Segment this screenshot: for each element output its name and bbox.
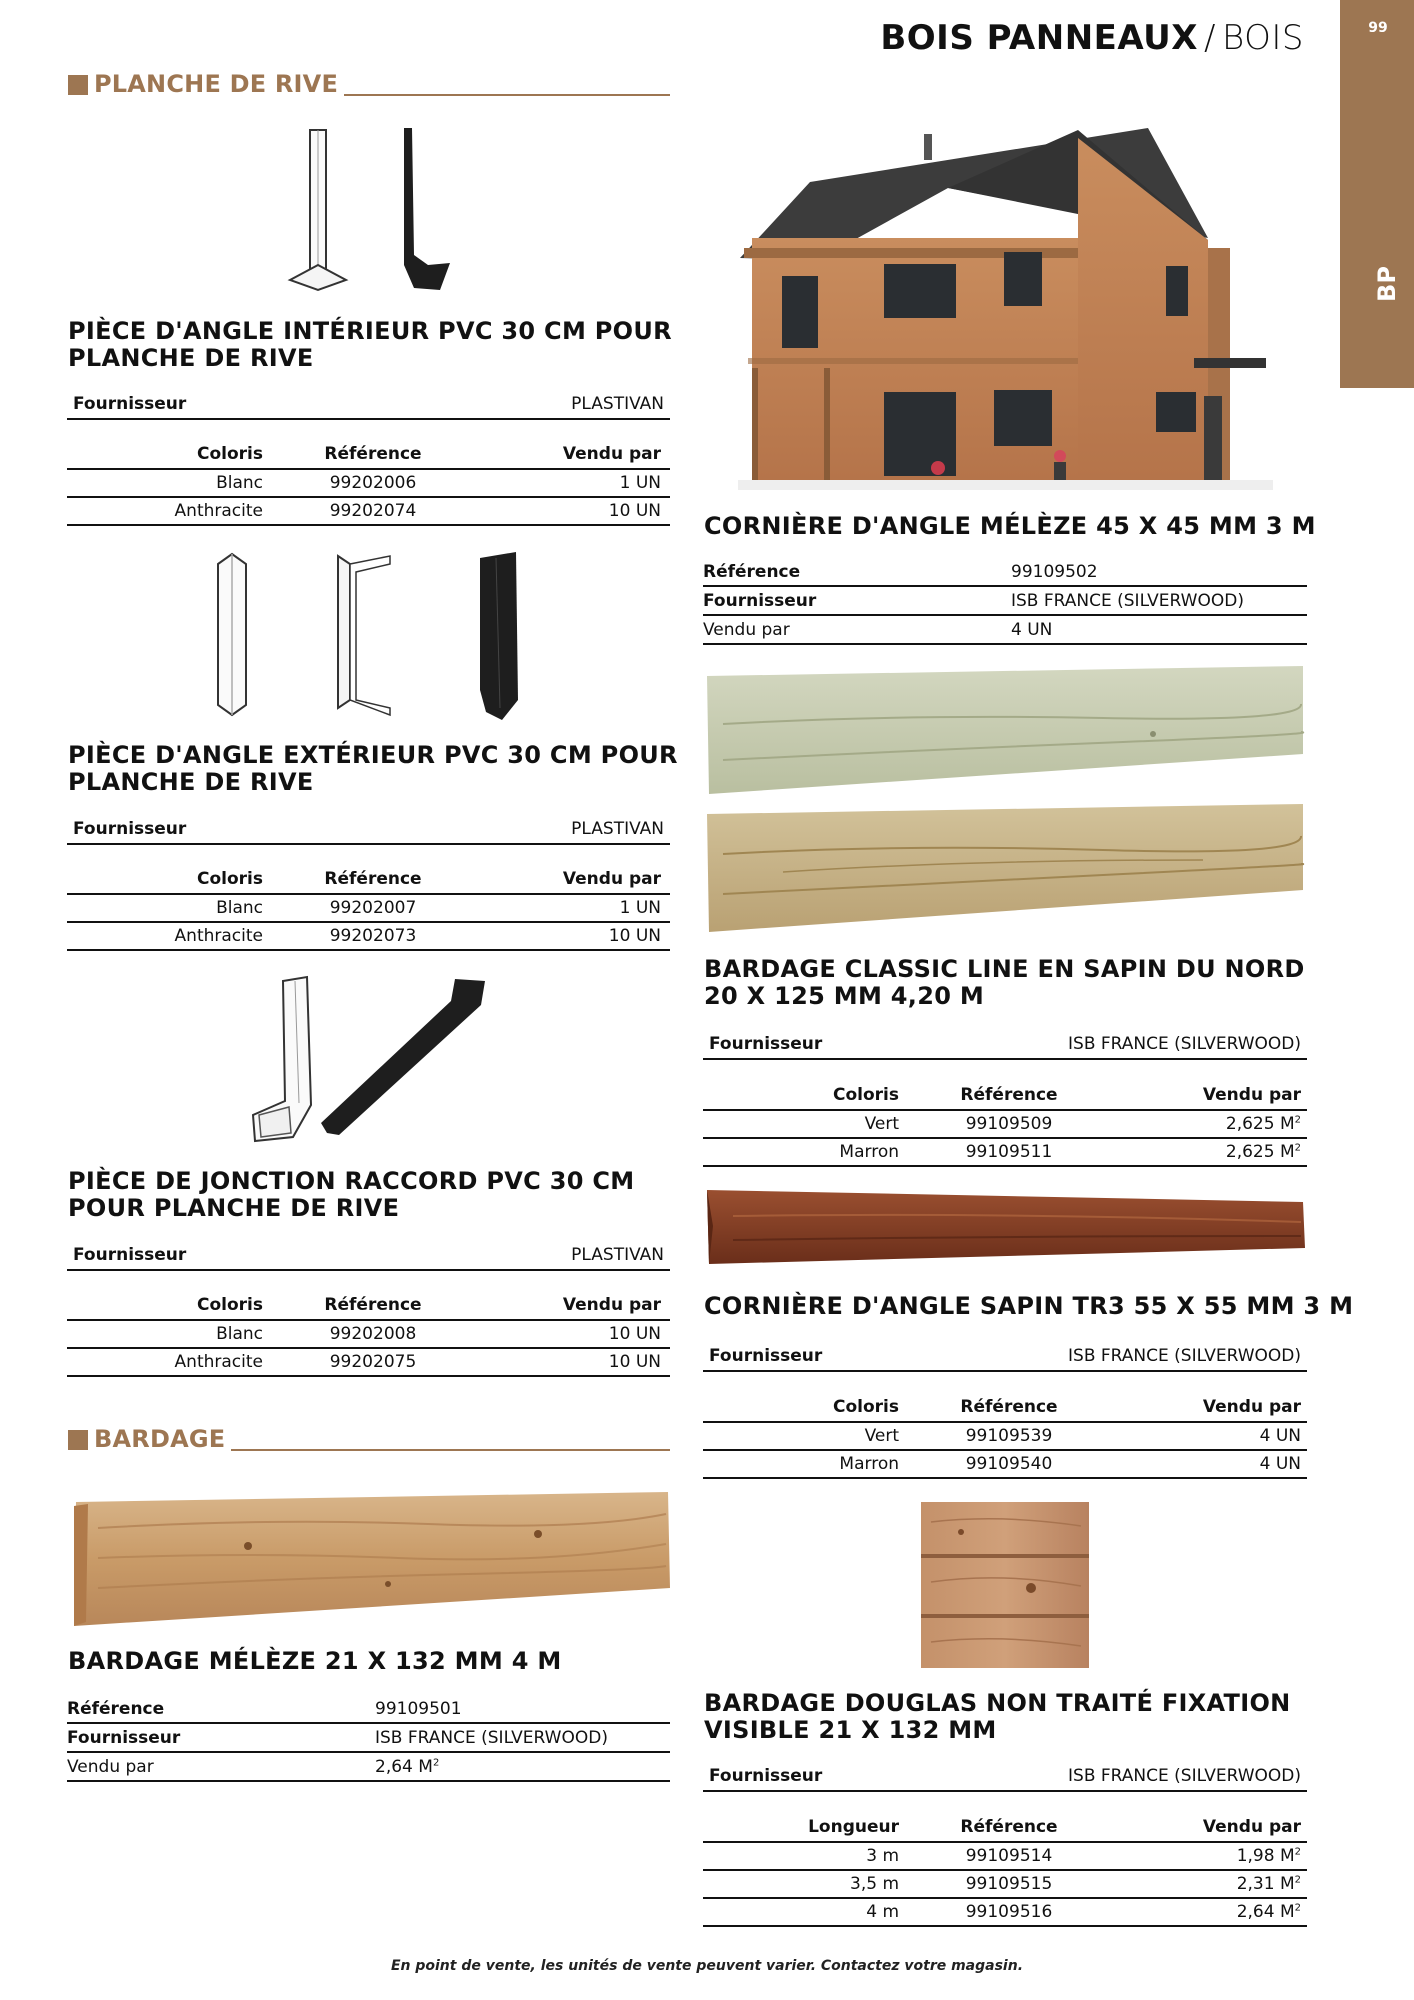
col-vendu-par: Vendu par: [1202, 1817, 1301, 1837]
info-row-reference: [67, 1695, 670, 1724]
table-row: [67, 498, 670, 526]
cell-reference: 99109516: [965, 1902, 1053, 1922]
douglas-panel-icon: [921, 1502, 1089, 1668]
table-p1: [67, 440, 670, 526]
col-coloris: Coloris: [197, 1295, 263, 1315]
supplier-label: Fournisseur: [709, 1765, 823, 1786]
green-board-icon: [707, 666, 1303, 794]
cell-vendu: 10 UN: [608, 926, 661, 946]
supplier-label: Fournisseur: [709, 1345, 823, 1366]
product-image-douglas-panel: [921, 1502, 1089, 1668]
table-header: [67, 865, 670, 895]
black-junction-piece-icon: [321, 979, 485, 1135]
cell-coloris: Vert: [864, 1426, 899, 1446]
cell-coloris: Vert: [864, 1114, 899, 1134]
title-separator: /: [1203, 18, 1216, 58]
product-title-p2: [68, 742, 678, 796]
supplier-row-p1: [67, 389, 670, 420]
cell-coloris: Blanc: [216, 898, 263, 918]
supplier-value: PLASTIVAN: [571, 1244, 664, 1265]
supplier-label: Fournisseur: [709, 1033, 823, 1054]
cell-vendu-value: 2,31 M: [1236, 1874, 1295, 1894]
page-subcategory: BOIS: [1221, 18, 1304, 58]
cell-coloris: Marron: [839, 1142, 899, 1162]
table-row: [703, 1843, 1307, 1871]
col-reference: Référence: [960, 1085, 1058, 1105]
table-p2: [67, 865, 670, 951]
product-title-line: POUR PLANCHE DE RIVE: [68, 1194, 400, 1222]
product-title-line: BARDAGE DOUGLAS NON TRAITÉ FIXATION: [704, 1689, 1291, 1717]
cell-vendu-value: 2,625 M: [1225, 1114, 1295, 1134]
supplier-row-p2: [67, 814, 670, 845]
product-title-line: PLANCHE DE RIVE: [68, 344, 314, 372]
table-row: [703, 1139, 1307, 1167]
supplier-label: Fournisseur: [73, 818, 187, 839]
col-reference: Référence: [960, 1817, 1058, 1837]
brown-board-icon: [707, 804, 1303, 932]
product-image-angle-beam: [703, 1186, 1307, 1266]
page-title: [880, 18, 1304, 58]
superscript: 2: [1294, 1846, 1301, 1858]
white-corner-piece-icon: [290, 130, 346, 290]
cell-vendu: [1119, 1874, 1307, 1894]
superscript: 2: [432, 1756, 440, 1768]
product-title-p4: BARDAGE MÉLÈZE 21 X 132 MM 4 M: [68, 1647, 562, 1675]
larch-board-icon: [74, 1492, 670, 1626]
col-coloris: Coloris: [197, 444, 263, 464]
info-label: Fournisseur: [67, 1727, 181, 1748]
cell-vendu-value: 2,625 M: [1225, 1142, 1295, 1162]
product-title-p1: [68, 318, 672, 372]
info-row-supplier: [703, 587, 1307, 616]
info-label: Fournisseur: [703, 590, 817, 611]
info-value: ISB FRANCE (SILVERWOOD): [1011, 590, 1244, 611]
product-title-line: VISIBLE 21 X 132 MM: [704, 1716, 997, 1744]
section-rule: [231, 1449, 670, 1451]
cell-vendu: 4 UN: [1259, 1426, 1301, 1446]
table-p7: [703, 1393, 1307, 1479]
col-coloris: Coloris: [833, 1397, 899, 1417]
cell-reference: 99109511: [965, 1142, 1053, 1162]
supplier-row-p6: [703, 1029, 1307, 1060]
product-title-p3: [68, 1168, 634, 1222]
info-value: 99109502: [1011, 561, 1098, 582]
cell-vendu-value: 2,64 M: [1236, 1902, 1295, 1922]
cell-coloris: Blanc: [216, 1324, 263, 1344]
cell-reference: 99202073: [329, 926, 417, 946]
info-value: [375, 1757, 669, 1777]
angle-beam-icon: [707, 1190, 1305, 1264]
product-image-interior-corner: [280, 125, 460, 295]
black-angle-piece-icon: [480, 552, 518, 720]
section-title: PLANCHE DE RIVE: [94, 70, 339, 98]
table-header: [703, 1813, 1307, 1843]
cell-reference: 99202007: [329, 898, 417, 918]
table-header: [703, 1081, 1307, 1111]
cell-reference: 99109515: [965, 1874, 1053, 1894]
footer-note: En point de vente, les unités de vente peuvent varier. Contactez votre magasin.: [390, 1958, 1024, 1974]
product-title-line: 20 X 125 MM 4,20 M: [704, 982, 985, 1010]
table-row: [703, 1899, 1307, 1927]
side-tab-label: BP: [1373, 266, 1401, 302]
supplier-row-p7: [703, 1341, 1307, 1372]
col-reference: Référence: [960, 1397, 1058, 1417]
cell-longueur: 3,5 m: [850, 1874, 899, 1894]
col-reference: Référence: [324, 869, 422, 889]
table-p8: [703, 1813, 1307, 1927]
info-row-reference: [703, 558, 1307, 587]
side-tab: [1340, 0, 1414, 388]
product-image-junction: [245, 975, 495, 1145]
col-vendu-par: Vendu par: [1202, 1397, 1301, 1417]
section-square-icon: [68, 1430, 88, 1450]
info-label: Référence: [67, 1698, 165, 1719]
white-angle-piece-icon: [218, 554, 246, 715]
col-coloris: Coloris: [197, 869, 263, 889]
cell-longueur: 4 m: [866, 1902, 899, 1922]
cell-coloris: Blanc: [216, 473, 263, 493]
cell-coloris: Anthracite: [174, 926, 263, 946]
product-image-exterior-corner: [210, 550, 530, 720]
table-row: [703, 1451, 1307, 1479]
info-value-number: 2,64: [375, 1756, 413, 1777]
product-title-p7: CORNIÈRE D'ANGLE SAPIN TR3 55 X 55 MM 3 M: [704, 1292, 1354, 1320]
supplier-value: PLASTIVAN: [571, 818, 664, 839]
table-p3: [67, 1291, 670, 1377]
section-heading-planche: [68, 70, 670, 98]
cell-reference: 99109540: [965, 1454, 1053, 1474]
info-value-unit: M: [418, 1756, 433, 1777]
table-row: [703, 1871, 1307, 1899]
cell-vendu: 10 UN: [608, 501, 661, 521]
product-title-p8: [704, 1690, 1291, 1744]
info-value: ISB FRANCE (SILVERWOOD): [375, 1727, 608, 1748]
info-value: 4 UN: [1011, 619, 1053, 640]
info-table-p5: [703, 558, 1307, 645]
cell-vendu: 1 UN: [619, 473, 661, 493]
cell-longueur: 3 m: [866, 1846, 899, 1866]
info-label: Vendu par: [67, 1756, 154, 1777]
supplier-value: ISB FRANCE (SILVERWOOD): [1068, 1345, 1301, 1366]
col-vendu-par: Vendu par: [562, 869, 661, 889]
cell-coloris: Marron: [839, 1454, 899, 1474]
supplier-label: Fournisseur: [73, 1244, 187, 1265]
table-row: [67, 1321, 670, 1349]
col-longueur: Longueur: [808, 1817, 899, 1837]
cell-vendu: [1119, 1114, 1307, 1134]
product-title-p6: [704, 956, 1305, 1010]
cell-vendu: [1119, 1846, 1307, 1866]
col-reference: Référence: [324, 444, 422, 464]
cell-vendu: [1119, 1142, 1307, 1162]
cell-vendu: 1 UN: [619, 898, 661, 918]
product-title-line: PIÈCE D'ANGLE INTÉRIEUR PVC 30 CM POUR: [68, 317, 672, 345]
superscript: 2: [1294, 1902, 1301, 1914]
cell-vendu: 10 UN: [608, 1324, 661, 1344]
supplier-row-p8: [703, 1761, 1307, 1792]
info-row-supplier: [67, 1724, 670, 1753]
cell-vendu: 4 UN: [1259, 1454, 1301, 1474]
cell-reference: 99202006: [329, 473, 417, 493]
table-row: [67, 895, 670, 923]
table-row: [703, 1423, 1307, 1451]
info-label: Vendu par: [703, 619, 790, 640]
product-title-line: BARDAGE CLASSIC LINE EN SAPIN DU NORD: [704, 955, 1305, 983]
table-row: [703, 1111, 1307, 1139]
cell-vendu-value: 1,98 M: [1236, 1846, 1295, 1866]
info-table-p4: [67, 1695, 670, 1782]
col-reference: Référence: [324, 1295, 422, 1315]
section-title: BARDAGE: [94, 1425, 226, 1453]
table-header: [67, 1291, 670, 1321]
product-image-classic-line-boards: [703, 664, 1307, 934]
white-open-angle-piece-icon: [338, 556, 390, 715]
col-coloris: Coloris: [833, 1085, 899, 1105]
info-row-vendu: [703, 616, 1307, 645]
info-value: 99109501: [375, 1698, 462, 1719]
cell-reference: 99109539: [965, 1426, 1053, 1446]
cell-vendu: 10 UN: [608, 1352, 661, 1372]
supplier-value: ISB FRANCE (SILVERWOOD): [1068, 1033, 1301, 1054]
section-square-icon: [68, 75, 88, 95]
house-photo: [738, 128, 1273, 490]
cell-coloris: Anthracite: [174, 1352, 263, 1372]
cell-reference: 99109509: [965, 1114, 1053, 1134]
product-title-line: PLANCHE DE RIVE: [68, 768, 314, 796]
table-row: [67, 1349, 670, 1377]
section-rule: [344, 94, 670, 96]
page-number: 99: [1368, 20, 1388, 36]
white-junction-piece-icon: [253, 977, 311, 1141]
table-header: [703, 1393, 1307, 1423]
col-vendu-par: Vendu par: [562, 444, 661, 464]
product-image-larch-board: [68, 1488, 670, 1628]
cell-reference: 99202075: [329, 1352, 417, 1372]
col-vendu-par: Vendu par: [562, 1295, 661, 1315]
table-row: [67, 470, 670, 498]
cell-reference: 99202008: [329, 1324, 417, 1344]
supplier-row-p3: [67, 1240, 670, 1271]
product-title-line: PIÈCE D'ANGLE EXTÉRIEUR PVC 30 CM POUR: [68, 741, 678, 769]
info-row-vendu: [67, 1753, 670, 1782]
cell-reference: 99109514: [965, 1846, 1053, 1866]
superscript: 2: [1294, 1142, 1301, 1154]
product-title-line: PIÈCE DE JONCTION RACCORD PVC 30 CM: [68, 1167, 635, 1195]
superscript: 2: [1294, 1114, 1301, 1126]
table-p6: [703, 1081, 1307, 1167]
col-vendu-par: Vendu par: [1202, 1085, 1301, 1105]
product-title-p5: CORNIÈRE D'ANGLE MÉLÈZE 45 X 45 MM 3 M: [704, 512, 1316, 540]
table-row: [67, 923, 670, 951]
cell-reference: 99202074: [329, 501, 417, 521]
supplier-label: Fournisseur: [73, 393, 187, 414]
black-corner-piece-icon: [404, 128, 450, 290]
house-icon: [738, 128, 1273, 490]
cell-coloris: Anthracite: [174, 501, 263, 521]
cell-vendu: [1119, 1902, 1307, 1922]
supplier-value: ISB FRANCE (SILVERWOOD): [1068, 1765, 1301, 1786]
table-header: [67, 440, 670, 470]
supplier-value: PLASTIVAN: [571, 393, 664, 414]
info-label: Référence: [703, 561, 801, 582]
superscript: 2: [1294, 1874, 1301, 1886]
page-category: BOIS PANNEAUX: [880, 18, 1198, 58]
section-heading-bardage: [68, 1425, 670, 1453]
